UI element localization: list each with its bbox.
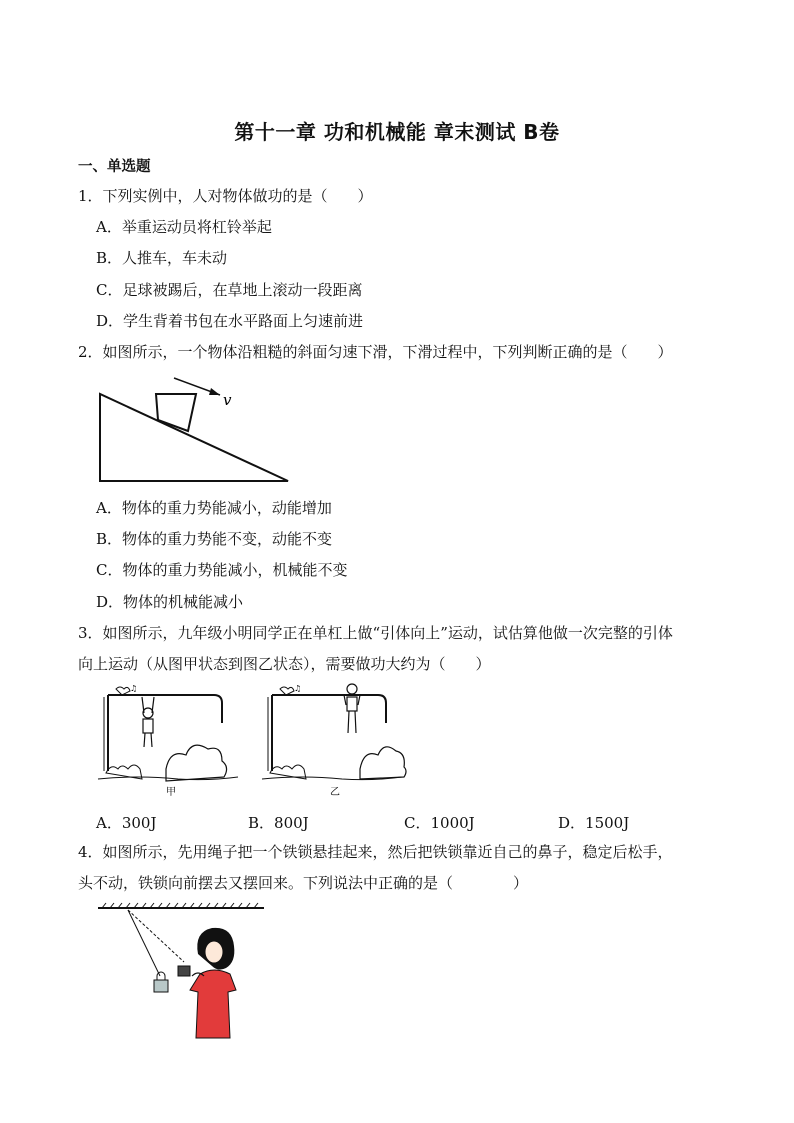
page-title: 第十一章 功和机械能 章末测试 B卷 (234, 120, 560, 144)
question-2-stem: 2．如图所示，一个物体沿粗糙的斜面匀速下滑，下滑过程中，下列判断正确的是（ ） (78, 343, 673, 361)
section-heading: 一、单选题 (78, 159, 151, 175)
pendulum-lock-figure (96, 900, 276, 1040)
q1-option-a[interactable]: A．举重运动员将杠铃举起 (96, 218, 272, 236)
q2-option-a[interactable]: A．物体的重力势能减小，动能增加 (96, 499, 332, 517)
svg-text:♫: ♫ (294, 684, 302, 693)
q1-option-b[interactable]: B．人推车，车未动 (96, 249, 228, 267)
q1-option-d[interactable]: D．学生背着书包在水平路面上匀速前进 (96, 312, 364, 330)
svg-text:♫: ♫ (130, 684, 138, 693)
question-3-stem-line2: 向上运动（从图甲状态到图乙状态），需要做功大约为（ ） (78, 655, 491, 673)
q1-option-c[interactable]: C．足球被踢后，在草地上滚动一段距离 (96, 281, 363, 299)
question-1-stem: 1．下列实例中，人对物体做功的是（ ） (78, 187, 373, 205)
q3-option-b[interactable]: B．800J (248, 814, 309, 832)
q3-option-c[interactable]: C．1000J (404, 814, 475, 832)
incline-figure (96, 370, 296, 485)
q3-option-d[interactable]: D．1500J (558, 814, 630, 832)
figure-label-jia: 甲 (166, 787, 176, 798)
velocity-label: v (223, 391, 232, 409)
q2-option-d[interactable]: D．物体的机械能减小 (96, 593, 244, 611)
question-4-stem-line2: 头不动，铁锁向前摆去又摆回来。下列说法中正确的是（ ） (78, 874, 529, 892)
q3-option-a[interactable]: A．300J (96, 814, 157, 832)
q2-option-c[interactable]: C．物体的重力势能减小，机械能不变 (96, 561, 348, 579)
pullup-figure-b (260, 683, 410, 798)
pullup-figure-a (96, 683, 246, 798)
question-3-stem-line1: 3．如图所示，九年级小明同学正在单杠上做“引体向上”运动，试估算他做一次完整的引体 (78, 624, 673, 642)
q2-option-b[interactable]: B．物体的重力势能不变，动能不变 (96, 530, 333, 548)
question-4-stem-line1: 4．如图所示，先用绳子把一个铁锁悬挂起来，然后把铁锁靠近自己的鼻子，稳定后松手， (78, 843, 673, 861)
figure-label-yi: 乙 (330, 787, 340, 798)
